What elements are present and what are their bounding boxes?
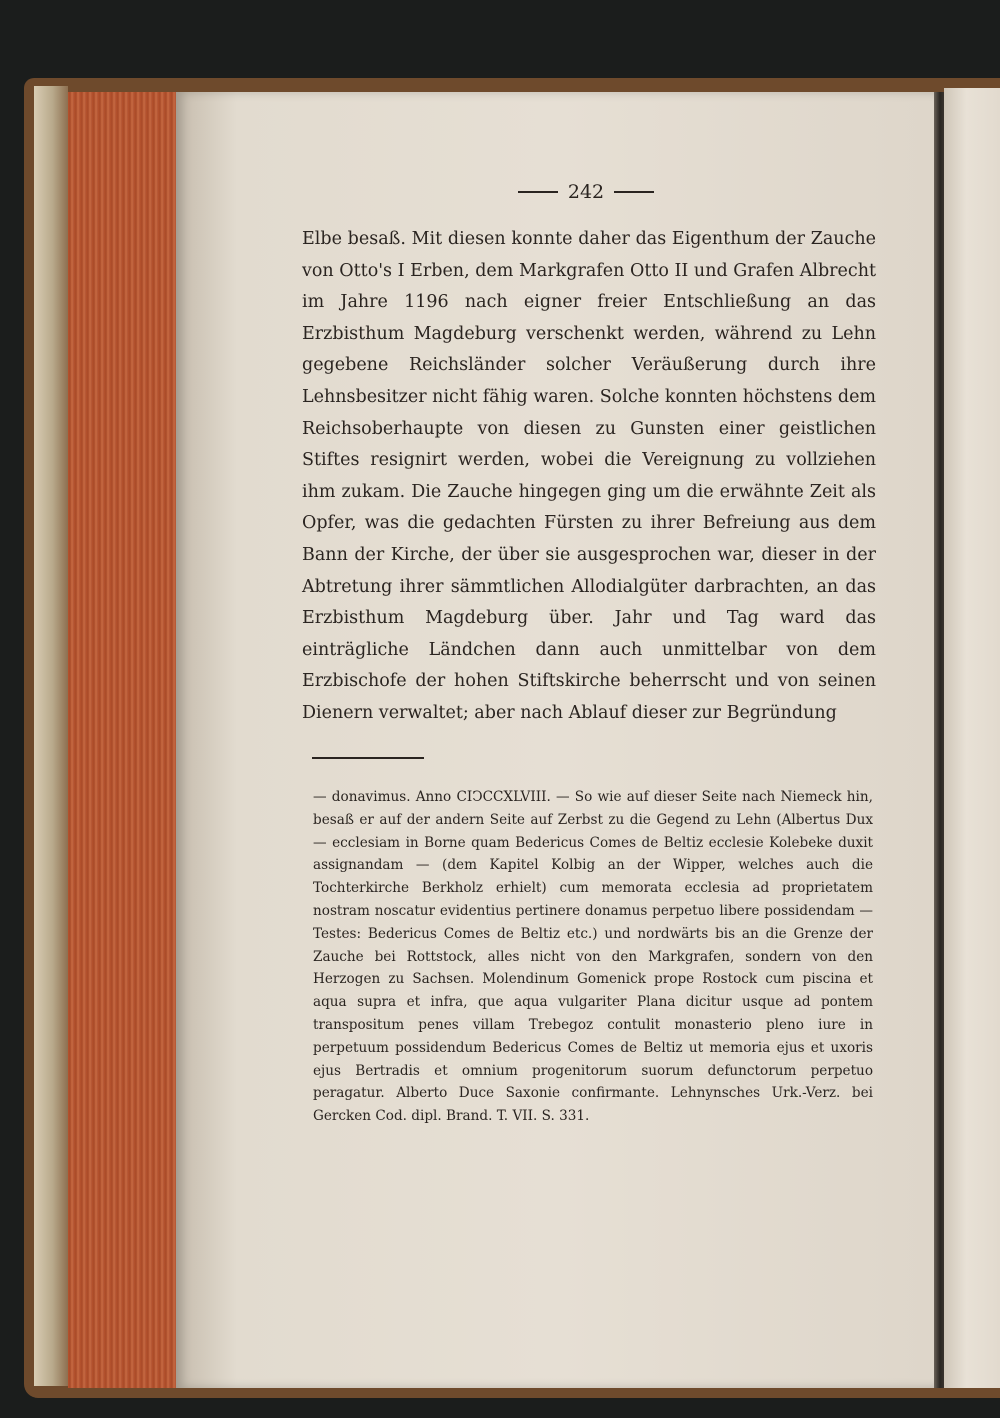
page-edge <box>34 86 68 1386</box>
page-header <box>498 180 674 204</box>
dark-background <box>0 0 1000 80</box>
facing-page <box>944 88 1000 1388</box>
body-text: Elbe besaß. Mit diesen konnte daher das Eigenthum der Zauche von Otto's I Erben, dem Markgrafen Otto II und Grafen Albrecht im Jahre 1196 nach eigner freier Entschließung an das Erzbisthum Magdeburg verschenkt werden, während zu Lehn gegebene Reichsländer solcher Veräußerung durch ihre Lehnsbesitzer nicht fähig waren. Solche konnten höchstens dem Reichsoberhaupte von diesen zu Gunsten einer geistlichen Stiftes resignirt werden, wobei die Vereignung zu vollziehen ihm zukam. Die Zauche hingegen ging um die erwähnte Zeit als Opfer, was die gedachten Fürsten zu ihrer Befreiung aus dem Bann der Kirche, der über sie ausgesprochen war, dieser in der Abtretung ihrer sämmtlichen Allodialgüter darbrachten, an das Erzbisthum Magdeburg über. Jahr und Tag ward das einträgliche Ländchen dann auch unmittelbar von dem Erzbischofe der hohen Stiftskirche beherrscht und von seinen Dienern verwaltet; aber nach Ablauf dieser zur Begründung <box>302 229 877 723</box>
footnote-rule <box>312 757 424 759</box>
header-dash-right <box>614 191 654 193</box>
red-page-edges <box>68 92 178 1388</box>
book-gutter <box>934 92 944 1388</box>
header-dash-left <box>518 191 558 193</box>
page-number: 242 <box>567 181 605 203</box>
footnote-text: — donavimus. Anno CIↃCCXLVIII. — So wie auf dieser Seite nach Niemeck hin, besaß er auf der andern Seite auf Zerbst zu die Gegend zu Lehn (Albertus Dux — ecclesiam in Borne quam Bedericus Comes de Beltiz ecclesie Kolebeke duxit assignandam — (dem Kapitel Kolbig an der Wipper, welches auch die Tochterkirche Berkholz erhielt) cum memorata ecclesia ad proprietatem nostram noscatur evidentius pertinere donamus perpetuo libere possidendam — Testes: Bedericus Comes de Beltiz etc.) und nordwärts bis an die Grenze der Zauche bei Rottstock, alles nicht von den Markgrafen, sondern von den Herzogen zu Sachsen. Molendinum Gomenick prope Rostock cum piscina et aqua supra et infra, que aqua vulgariter Plana dicitur usque ad pontem transpositum penes villam Trebegoz contulit monasterio pleno iure in perpetuum possidendum Bedericus Comes de Beltiz ut memoria ejus et uxoris ejus Bertradis et omnium progenitorum suorum defunctorum perpetuo peragatur. Alberto Duce Saxonie confirmante. Lehnynsches Urk.-Verz. bei Gercken Cod. dipl. Brand. T. VII. S. 331. <box>313 789 873 1125</box>
